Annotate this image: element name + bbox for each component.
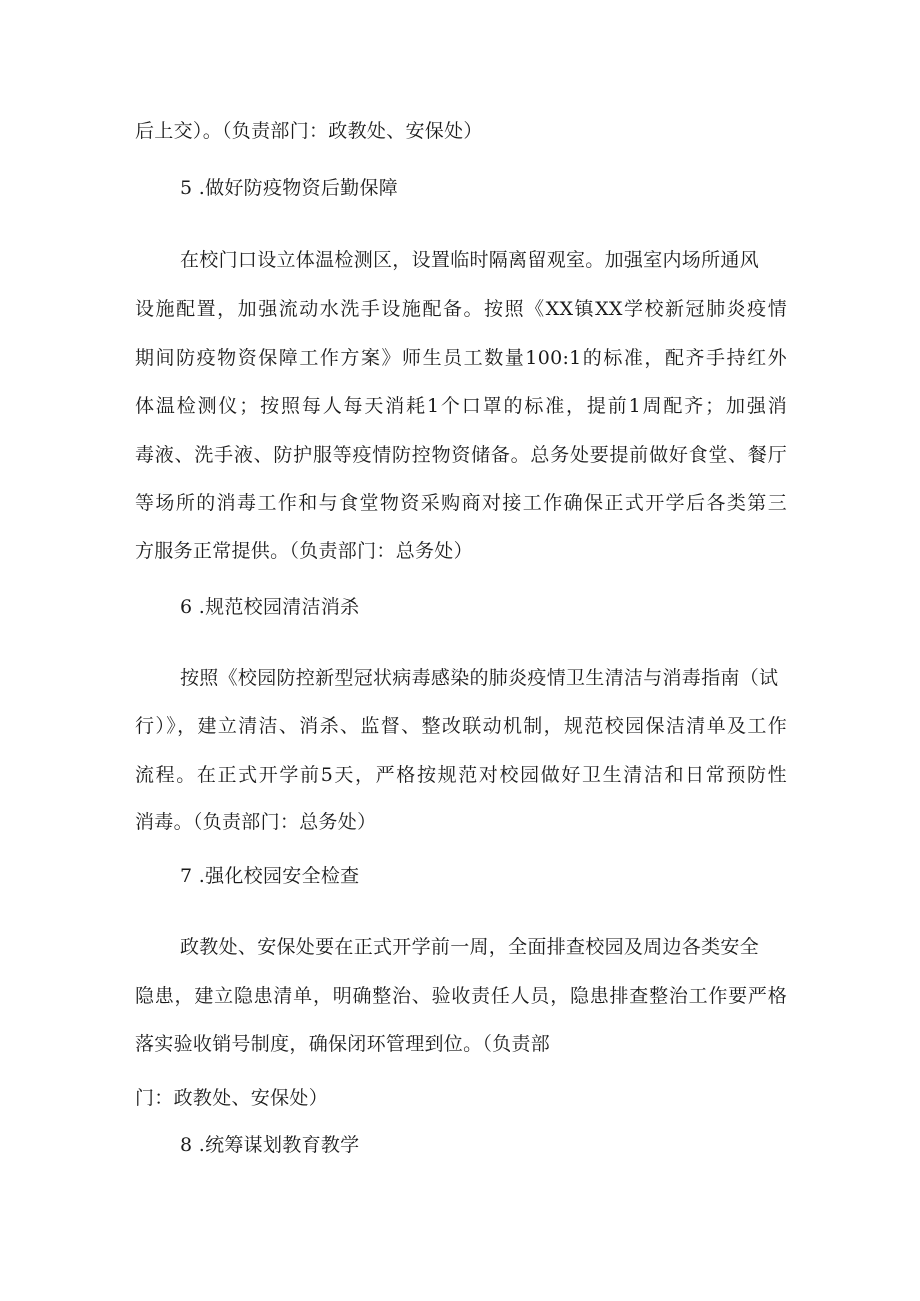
section-heading-8: 8 .统筹谋划教育教学 (180, 1134, 360, 1156)
section-heading-5: 5 .做好防疫物资后勤保障 (180, 177, 399, 199)
paragraph-line: 期间防疫物资保障工作方案》师生员工数量100:1的标准，配齐手持红外 (135, 347, 787, 369)
paragraph-line: 门：政教处、安保处） (135, 1087, 329, 1109)
paragraph-line: 消毒。（负责部门：总务处） (135, 811, 377, 833)
paragraph-line: 后上交）。（负责部门：政教处、安保处） (135, 120, 483, 142)
paragraph-line: 政教处、安保处要在正式开学前一周，全面排查校园及周边各类安全 (180, 936, 760, 958)
paragraph-line: 等场所的消毒工作和与食堂物资采购商对接工作确保正式开学后各类第三 (135, 492, 787, 514)
paragraph-line: 在校门口设立体温检测区，设置临时隔离留观室。加强室内场所通风 (180, 249, 760, 271)
paragraph-line: 行）》，建立清洁、消杀、监督、整改联动机制，规范校园保洁清单及工作 (135, 715, 787, 737)
paragraph-line: 按照《校园防控新型冠状病毒感染的肺炎疫情卫生清洁与消毒指南（试 (180, 667, 779, 689)
section-heading-7: 7 .强化校园安全检查 (180, 865, 360, 887)
paragraph-line: 流程。在正式开学前5天，严格按规范对校园做好卫生清洁和日常预防性 (135, 764, 787, 786)
paragraph-line: 隐患，建立隐患清单，明确整治、验收责任人员，隐患排查整治工作要严格 (135, 985, 787, 1007)
paragraph-line: 设施配置，加强流动水洗手设施配备。按照《XX镇XX学校新冠肺炎疫情 (135, 298, 787, 320)
paragraph-line: 方服务正常提供。（负责部门：总务处） (135, 540, 473, 562)
paragraph-line: 体温检测仪；按照每人每天消耗1个口罩的标准，提前1周配齐；加强消 (135, 395, 787, 417)
paragraph-line: 毒液、洗手液、防护服等疫情防控物资储备。总务处要提前做好食堂、餐厅 (135, 444, 787, 466)
section-heading-6: 6 .规范校园清洁消杀 (180, 596, 360, 618)
paragraph-line: 落实验收销号制度，确保闭环管理到位。（负责部 (135, 1033, 551, 1055)
